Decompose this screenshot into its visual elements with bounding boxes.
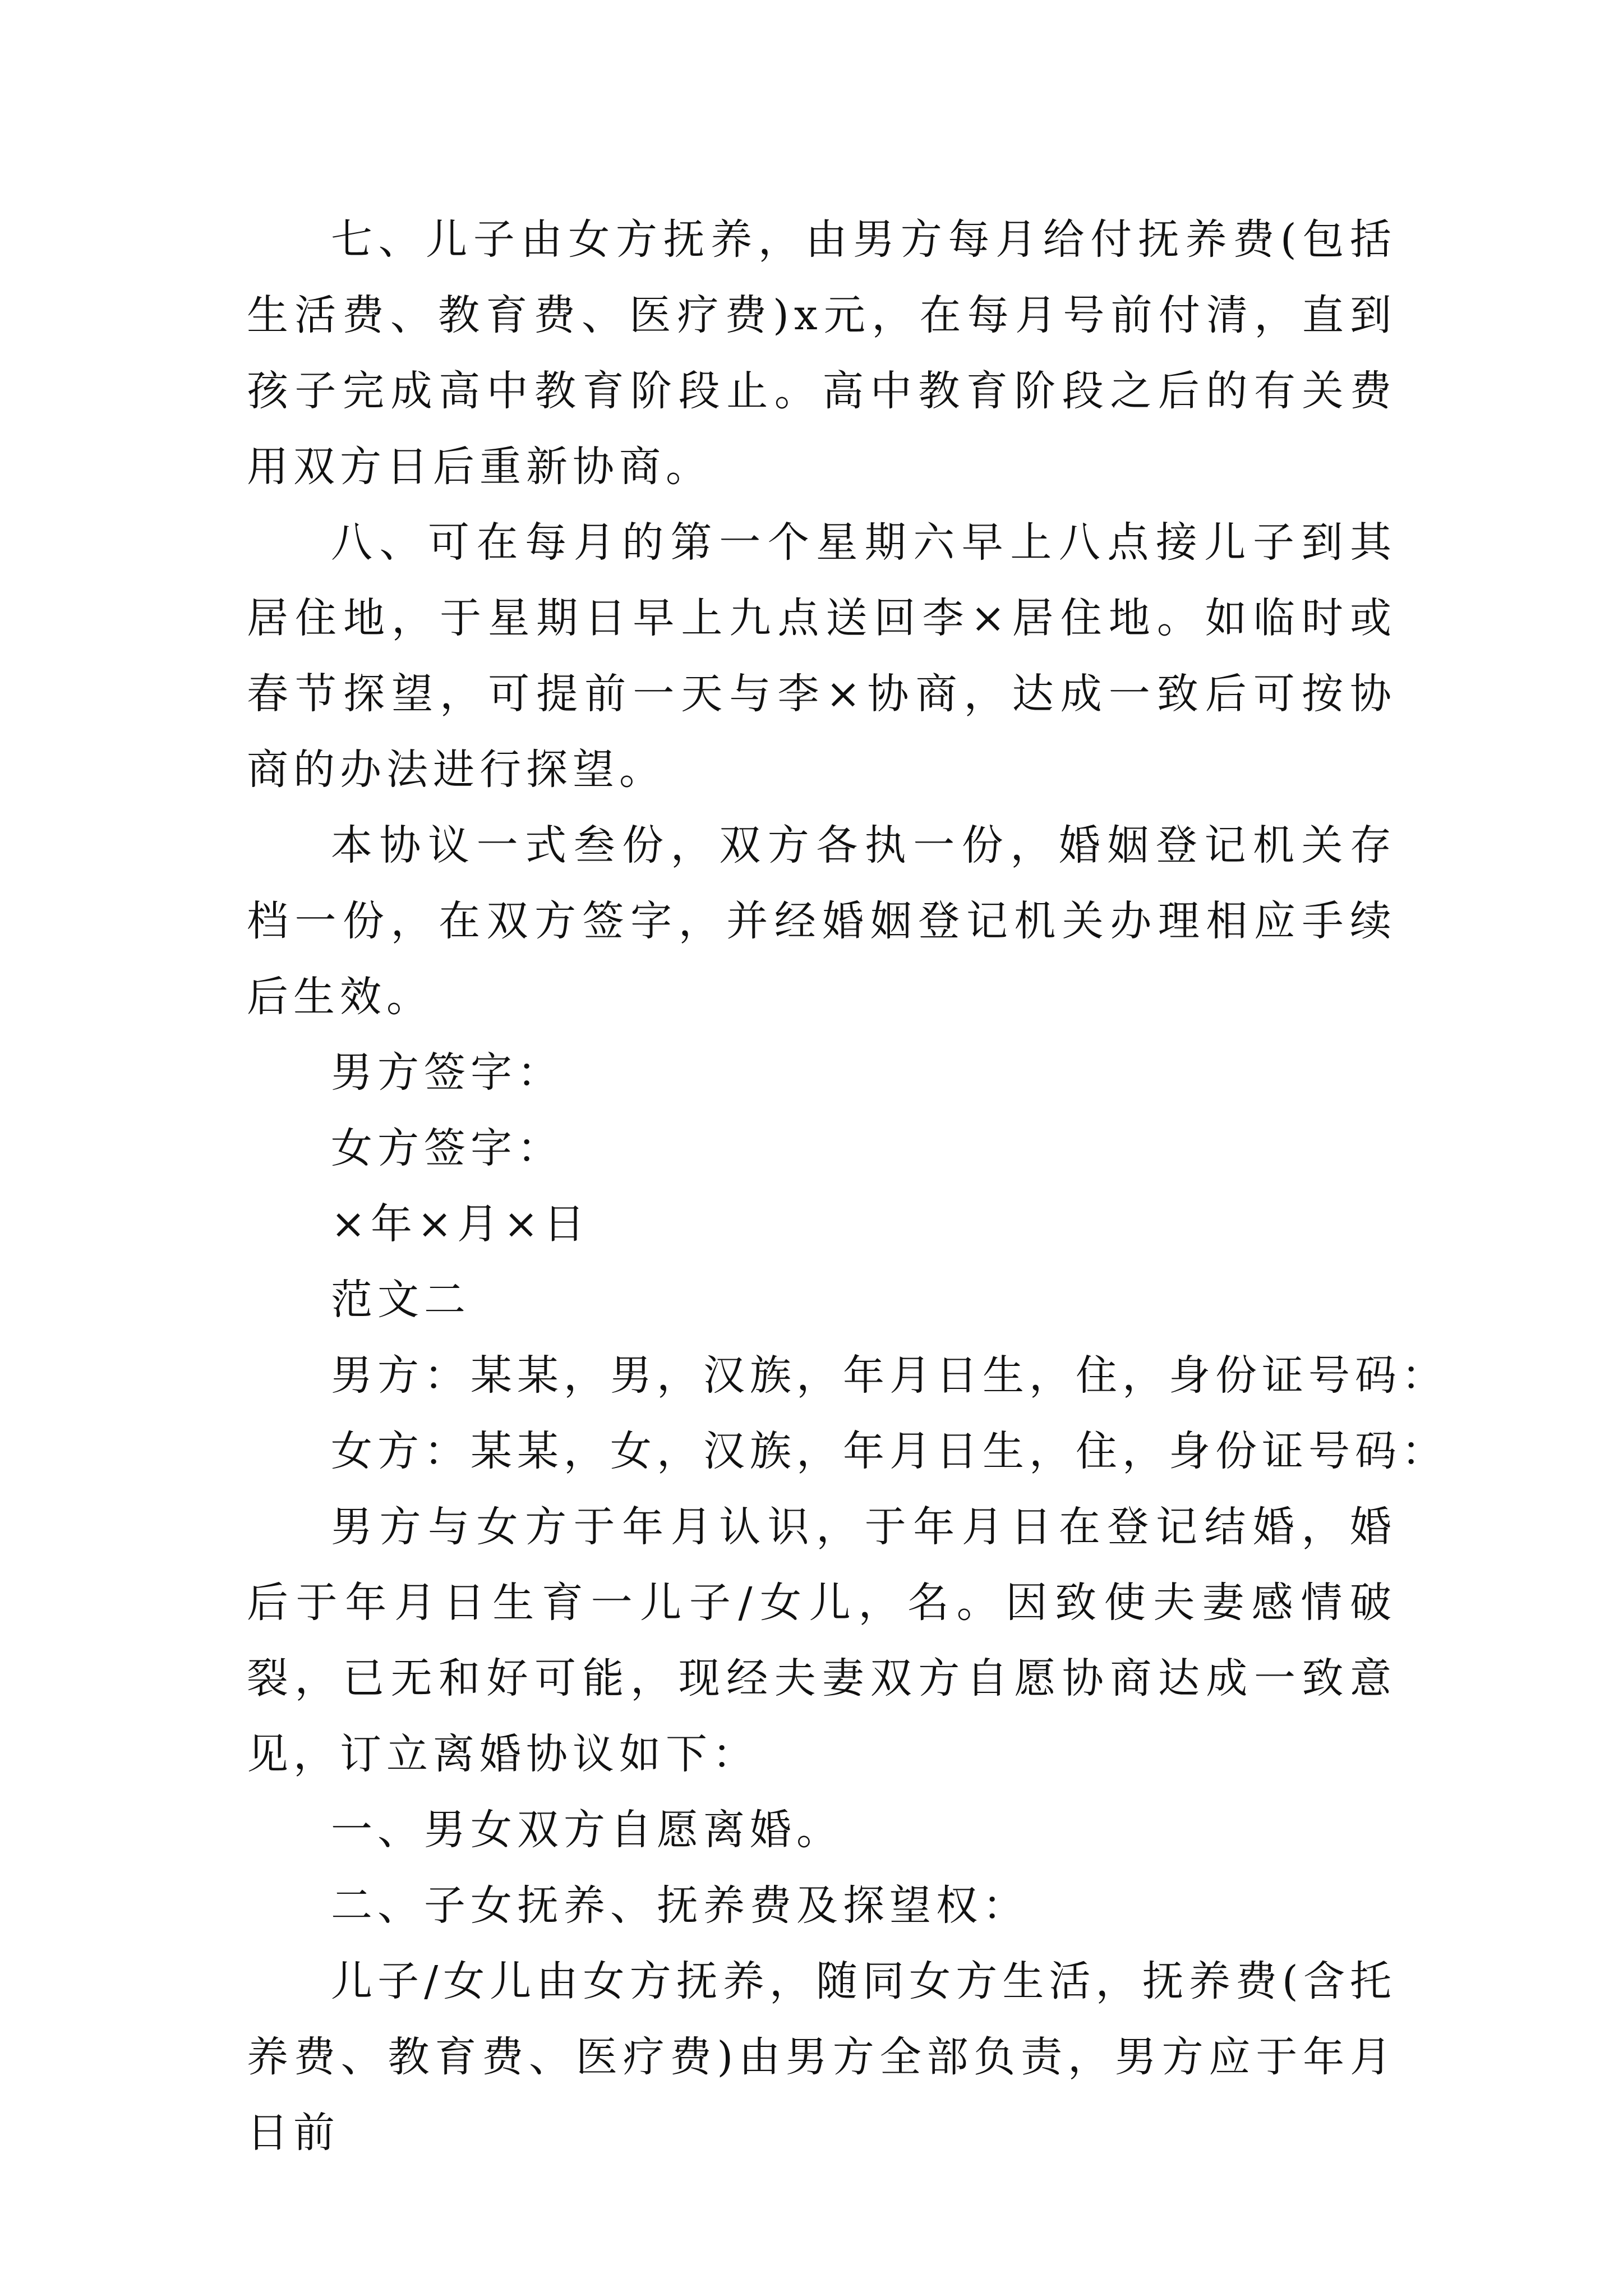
section-title: 范文二	[331, 1276, 471, 1324]
female-signature-label: 女方签字：	[331, 1124, 564, 1172]
signature-date: ×年×月×日	[331, 1200, 591, 1248]
document-body	[247, 202, 1448, 2171]
male-signature-label: 男方签字：	[331, 1048, 564, 1097]
clause-divorce-voluntary: 一、男女双方自愿离婚。	[331, 1806, 843, 1854]
paragraph-visitation: 八、可在每月的第一个星期六早上八点接儿子到其居住地，于星期日早上九点送回李×居住地。如临时或春节探望，可提前一天与李×协商，达成一致后可按协商的办法进行探望。	[247, 518, 1396, 794]
party-female-info: 女方：某某，女，汉族，年月日生，住，身份证号码：	[331, 1427, 1448, 1475]
paragraph-marriage-background: 男方与女方于年月认识，于年月日在登记结婚，婚后于年月日生育一儿子/女儿，名。因致使夫妻感情破裂，已无和好可能，现经夫妻双方自愿协商达成一致意见，订立离婚协议如下：	[247, 1503, 1396, 1778]
paragraph-child-support: 七、儿子由女方抚养，由男方每月给付抚养费(包括生活费、教育费、医疗费)x元，在每月号前付清，直到孩子完成高中教育阶段止。高中教育阶段之后的有关费用双方日后重新协商。	[247, 215, 1396, 491]
paragraph-agreement-copies: 本协议一式叁份，双方各执一份，婚姻登记机关存档一份，在双方签字，并经婚姻登记机关办理相应手续后生效。	[247, 821, 1396, 1021]
party-male-info: 男方：某某，男，汉族，年月日生，住，身份证号码：	[331, 1351, 1448, 1400]
clause-custody-heading: 二、子女抚养、抚养费及探望权：	[331, 1881, 1029, 1930]
paragraph-custody-support: 儿子/女儿由女方抚养，随同女方生活，抚养费(含托养费、教育费、医疗费)由男方全部负责，男方应于年月日前	[247, 1957, 1396, 2157]
